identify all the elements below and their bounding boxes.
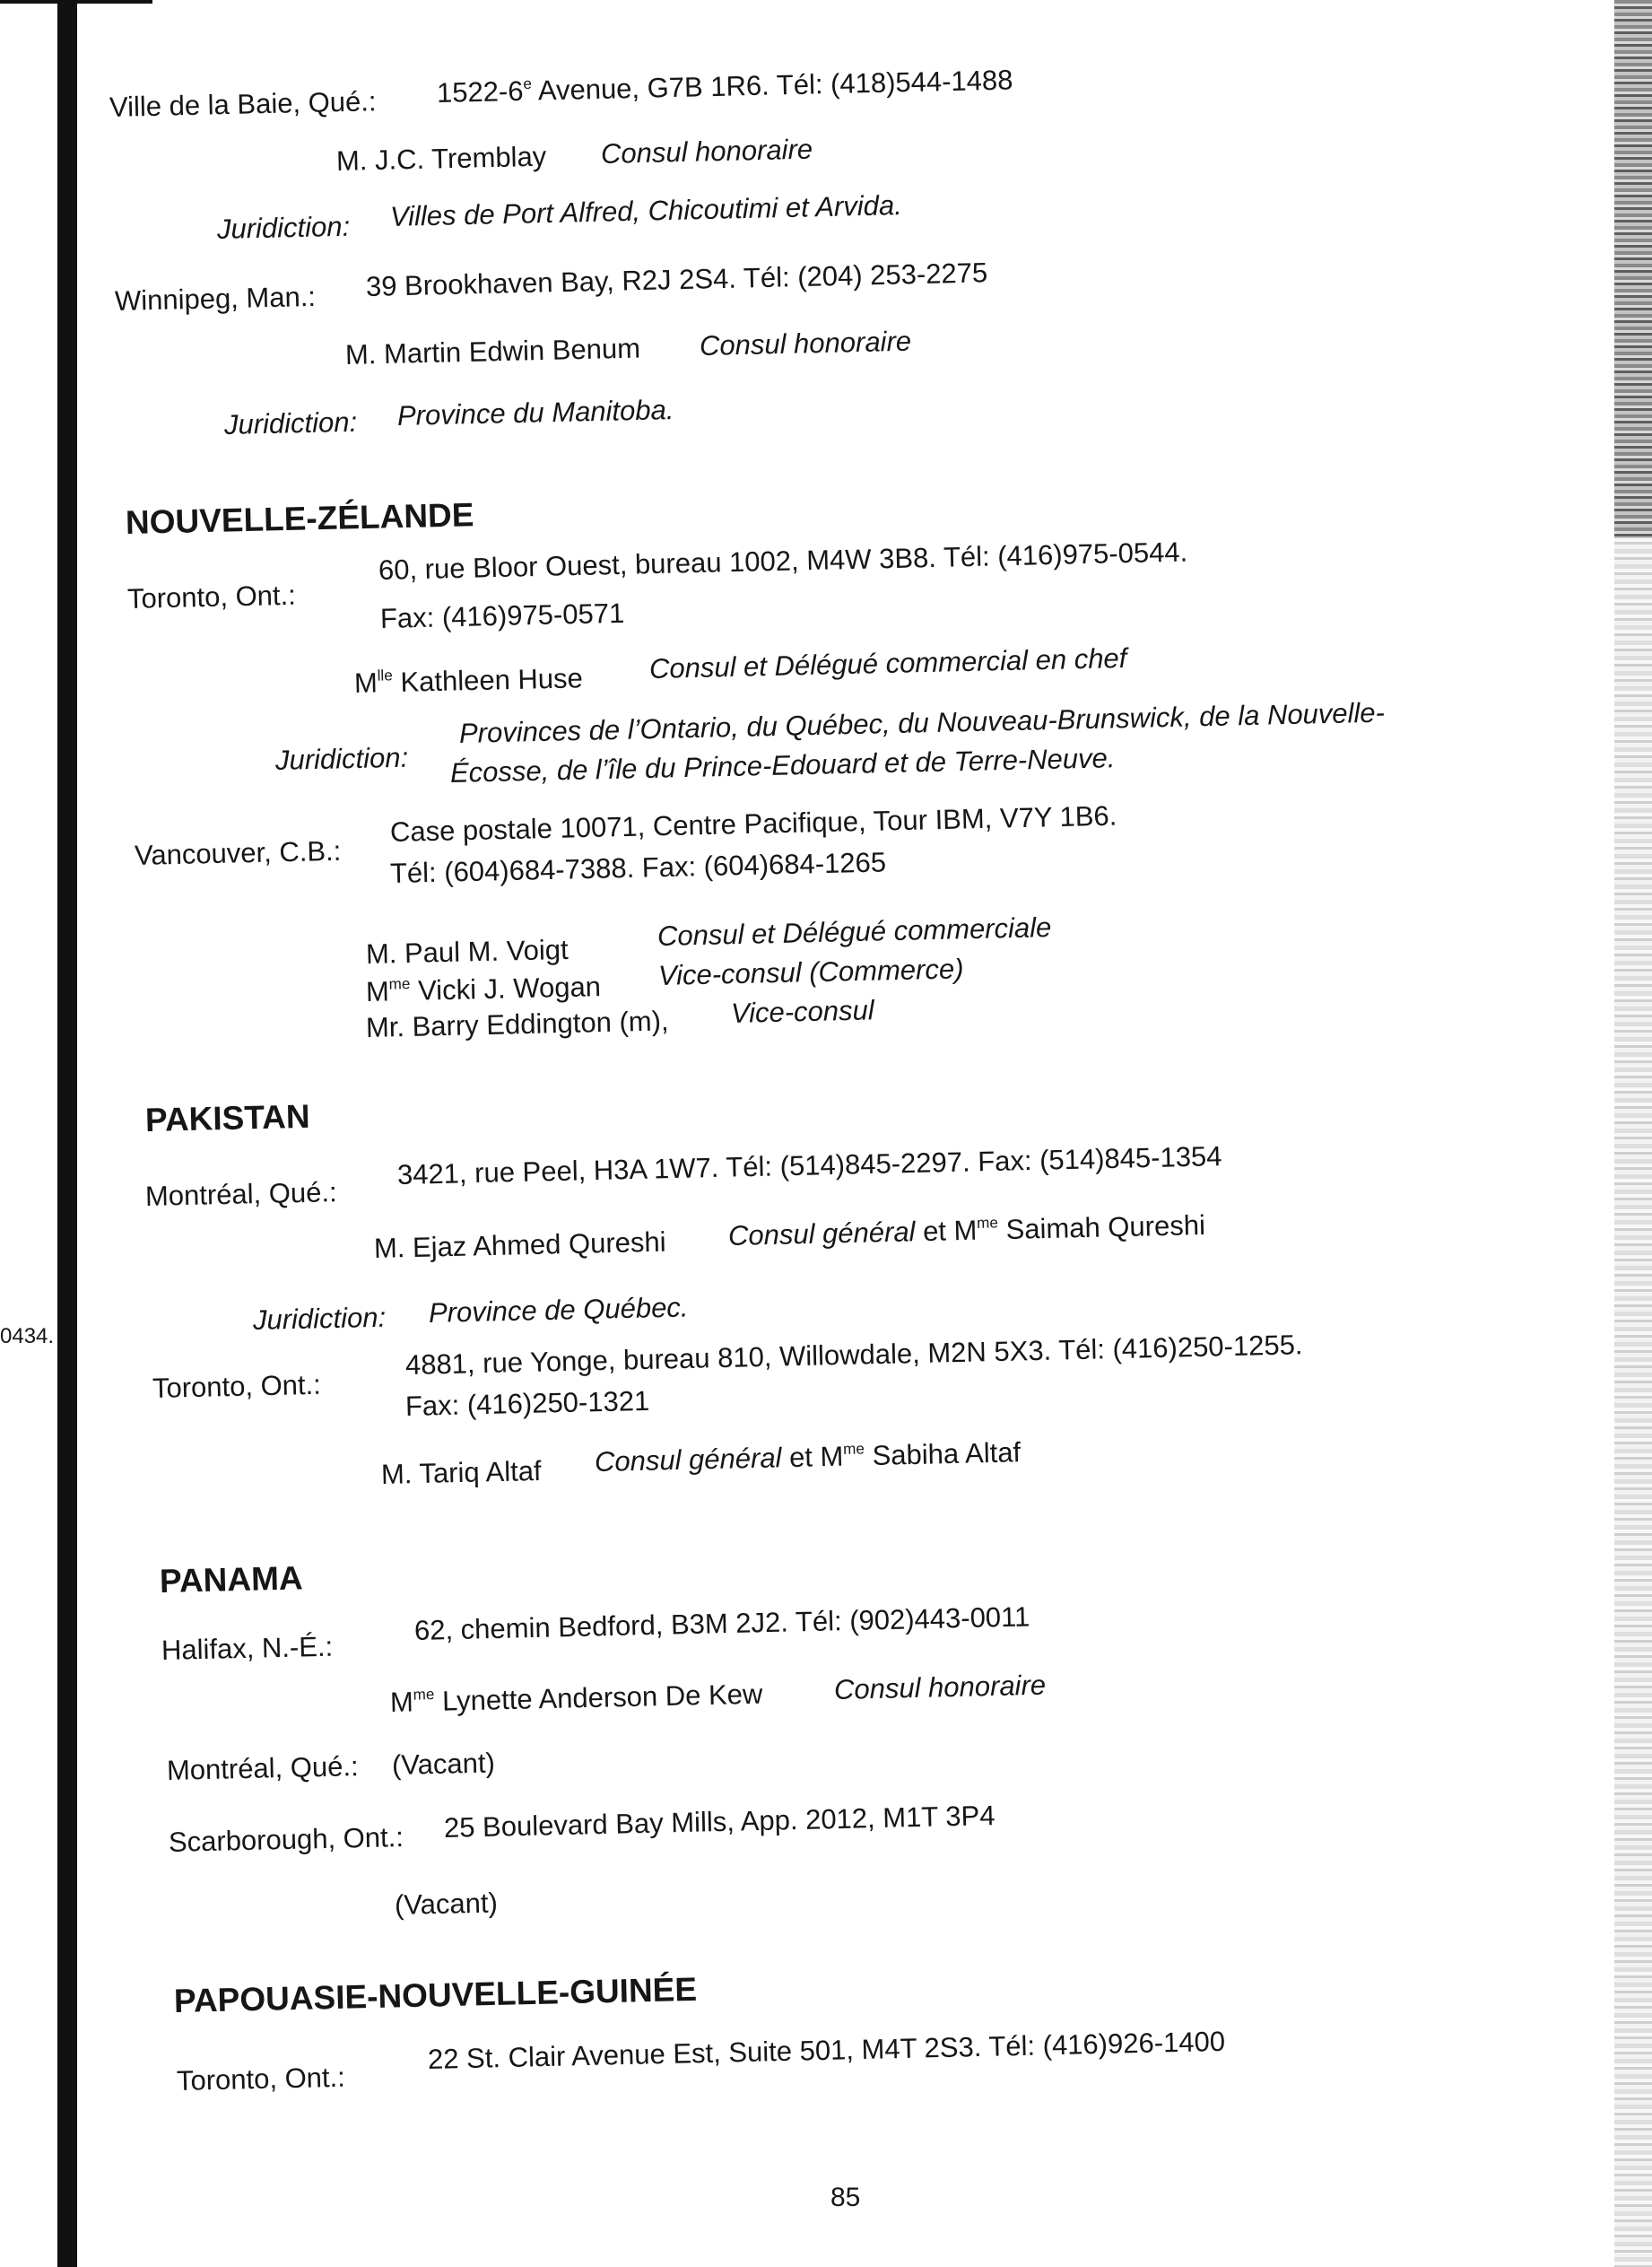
pa-halifax-title: Consul honoraire [833,1669,1047,1705]
nz-vancouver-address1: Case postale 10071, Centre Pacifique, Tour IBM, V7Y 1B6. [389,799,1117,848]
nz-vancouver-city: Vancouver, C.B.: [134,834,342,871]
pa-scarborough-status: (Vacant) [394,1887,499,1921]
pk-montreal-jur-label: Juridiction: [252,1301,387,1336]
nz-vancouver-title1: Consul et Délégué commerciale [656,911,1052,952]
pk-montreal-spouse-pre: et M [915,1214,978,1248]
nz-toronto-address2: Fax: (416)975-0571 [379,597,625,634]
vdlb-person: M. J.C. Tremblay [335,140,547,177]
pa-halifax-person-prefix: M [389,1686,414,1718]
nz-toronto-person-sup: lle [377,667,393,684]
vdlb-jur-label: Juridiction: [216,210,351,245]
png-toronto-city: Toronto, Ont.: [176,2061,346,2097]
nz-toronto-jur-label: Juridiction: [274,741,409,776]
pa-scarborough-city: Scarborough, Ont.: [168,1821,404,1858]
png-toronto-address: 22 St. Clair Avenue Est, Suite 501, M4T 2S3. Tél: (416)926-1400 [427,2025,1226,2075]
nz-vancouver-person2-sup: me [388,975,411,993]
pa-halifax-person-sup: me [413,1686,435,1704]
vdlb-address [437,64,1013,109]
vdlb-title: Consul honoraire [600,133,813,170]
pa-halifax-city: Halifax, N.-É.: [161,1630,334,1666]
nz-vancouver-title3: Vice-consul [730,994,875,1029]
heading-papouasie-nouvelle-guinee: PAPOUASIE-NOUVELLE-GUINÉE [173,1970,698,2019]
winnipeg-jur-text: Province du Manitoba. [396,394,674,432]
nz-toronto-person-prefix: M [353,667,378,699]
pa-scarborough-address: 25 Boulevard Bay Mills, App. 2012, M1T 3P4 [443,1800,996,1844]
page-edge-strip [1614,0,1652,2267]
pk-toronto-spouse-name: Sabiha Altaf [864,1436,1022,1472]
pa-halifax-person [390,1678,763,1719]
pa-montreal-city: Montréal, Qué.: [166,1750,359,1786]
nz-toronto-title: Consul et Délégué commercial en chef [648,641,1127,684]
nz-vancouver-person1: M. Paul M. Voigt [365,933,570,970]
nz-toronto-address1: 60, rue Bloor Ouest, bureau 1002, M4W 3B8. Tél: (416)975-0544. [378,536,1188,586]
nz-vancouver-person2-name: Vicki J. Wogan [410,971,602,1007]
pk-montreal-jur-text: Province de Québec. [428,1291,689,1329]
pk-montreal-address: 3421, rue Peel, H3A 1W7. Tél: (514)845-2297. Fax: (514)845-1354 [396,1140,1222,1190]
winnipeg-city: Winnipeg, Man.: [114,280,317,317]
winnipeg-person: M. Martin Edwin Benum [344,332,641,371]
pk-toronto-person: M. Tariq Altaf [380,1454,542,1490]
vdlb-jur-text: Villes de Port Alfred, Chicoutimi et Arvida. [389,189,903,232]
heading-pakistan: PAKISTAN [144,1097,311,1138]
pk-toronto-city: Toronto, Ont.: [152,1368,322,1404]
pa-halifax-person-name: Lynette Anderson De Kew [434,1678,763,1717]
pk-montreal-person: M. Ejaz Ahmed Qureshi [373,1225,666,1264]
pk-toronto-spouse-pre: et M [781,1440,844,1474]
pk-toronto-title-line [595,1436,1022,1478]
pk-toronto-address2: Fax: (416)250-1321 [404,1384,650,1422]
pk-montreal-spouse-sup: me [976,1214,999,1232]
pk-montreal-title-line [728,1209,1206,1252]
nz-toronto-person [354,662,584,700]
binding-edge [57,0,77,2267]
nz-vancouver-title2: Vice-consul (Commerce) [657,953,964,991]
nz-vancouver-person2 [366,971,602,1008]
pk-toronto-spouse-sup: me [842,1440,865,1458]
nz-vancouver-person2-prefix: M [365,975,390,1007]
winnipeg-title: Consul honoraire [699,325,912,362]
margin-note: 0434. [0,1324,55,1348]
nz-toronto-jur-text1: Provinces de l’Ontario, du Québec, du Nouveau-Brunswick, de la Nouvelle- [458,696,1386,749]
page-edge-shadow [1614,0,1652,538]
vdlb-city: Ville de la Baie, Qué.: [109,85,377,123]
pa-halifax-address: 62, chemin Bedford, B3M 2J2. Tél: (902)443-0011 [413,1600,1030,1646]
nz-toronto-city: Toronto, Ont.: [126,579,297,615]
pa-montreal-status: (Vacant) [391,1747,496,1781]
pk-toronto-title: Consul général [594,1442,782,1478]
winnipeg-jur-label: Juridiction: [223,405,358,440]
heading-nouvelle-zelande: NOUVELLE-ZÉLANDE [125,496,474,541]
vdlb-address-pre: 1522-6 [436,74,524,109]
pk-toronto-address1: 4881, rue Yonge, bureau 810, Willowdale, M2N 5X3. Tél: (416)250-1255. [404,1329,1303,1381]
nz-vancouver-person3: Mr. Barry Eddington (m), [365,1005,669,1043]
nz-toronto-jur-text2: Écosse, de l’île du Prince-Edouard et de Terre-Neuve. [449,742,1116,789]
pk-montreal-title: Consul général [727,1216,916,1251]
pk-montreal-city: Montréal, Qué.: [144,1176,337,1212]
winnipeg-address: 39 Brookhaven Bay, R2J 2S4. Tél: (204) 253-2275 [365,257,988,302]
vdlb-address-post: Avenue, G7B 1R6. Tél: (418)544-1488 [531,64,1013,107]
vdlb-address-sup: e [523,74,533,93]
heading-panama: PANAMA [159,1559,304,1600]
page-number: 85 [830,2183,861,2212]
nz-toronto-person-name: Kathleen Huse [392,662,584,699]
pk-montreal-spouse-name: Saimah Qureshi [997,1208,1206,1246]
nz-vancouver-address2: Tél: (604)684-7388. Fax: (604)684-1265 [389,846,887,889]
